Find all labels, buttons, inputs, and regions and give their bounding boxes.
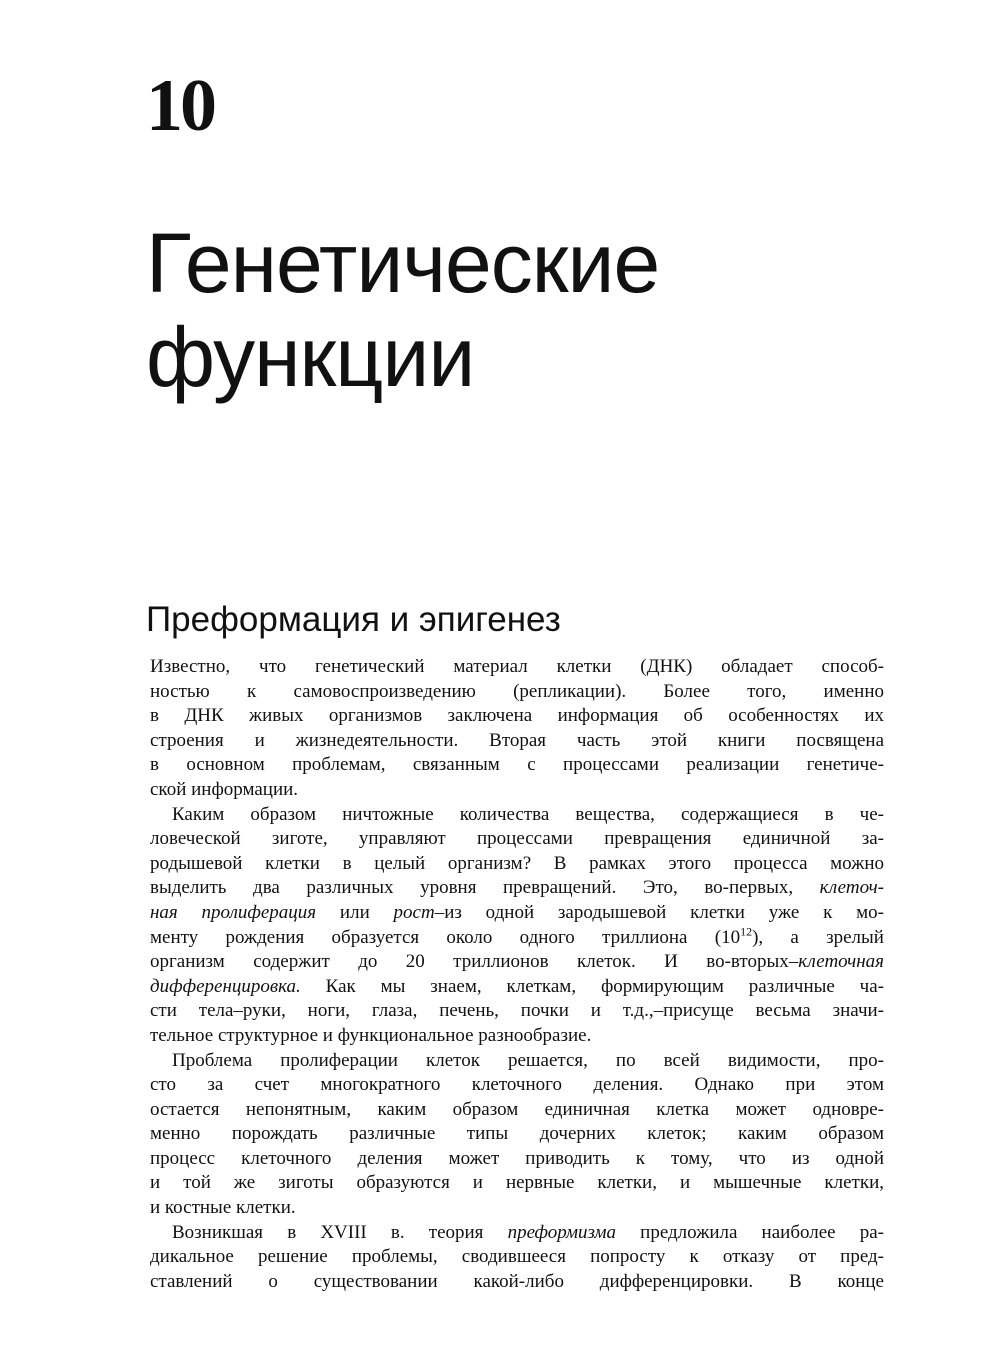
text-line: сто за счет многократного клеточного деления. Однако при этом — [150, 1074, 884, 1096]
text-line: Каким образом ничтожные количества вещества, содержащиеся в че- — [172, 803, 884, 825]
text-line: ностью к самовоспроизведению (репликации). Более того, именно — [150, 680, 884, 702]
paragraph-3 — [150, 1049, 884, 1221]
paragraph-2 — [150, 803, 884, 1049]
text-line — [150, 1221, 884, 1246]
italic-term: ная пролиферация — [150, 901, 317, 923]
section-title: Преформация и эпигенез — [146, 600, 561, 639]
text-line: Проблема пролиферации клеток решается, по всей видимости, про- — [172, 1049, 884, 1071]
text-run: выделить два различных уровня превращений. Это, во-первых, — [150, 877, 820, 899]
text-line: тельное структурное и функциональное разнообразие. — [150, 1024, 592, 1046]
text-line: в ДНК живых организмов заключена информация об особенностях их — [150, 705, 884, 727]
italic-term: клеточ- — [819, 877, 884, 899]
text-line: родышевой клетки в целый организм? В рамках этого процесса можно — [150, 852, 884, 874]
text-run: менту рождения образуется около одного триллиона (10 — [150, 926, 741, 948]
italic-term: преформизма — [507, 1221, 617, 1243]
italic-term: рост — [393, 901, 435, 923]
italic-term: клеточная — [798, 951, 884, 973]
chapter-title-line-2: функции — [146, 310, 475, 404]
text-line: в основном проблемам, связанным с процессами реализации генетиче- — [150, 754, 884, 776]
text-line: остается непонятным, каким образом единичная клетка может одновре- — [150, 1098, 884, 1120]
text-line: и костные клетки. — [150, 1197, 296, 1219]
text-run: Как мы знаем, клеткам, формирующим различные ча- — [300, 975, 884, 997]
paragraph-4 — [150, 1221, 884, 1295]
chapter-title — [146, 216, 659, 404]
text-line — [150, 901, 884, 926]
text-run: –из одной зародышевой клетки уже к мо- — [434, 901, 884, 923]
text-line: ской информации. — [150, 778, 299, 800]
italic-term: дифференцировка. — [150, 975, 301, 997]
text-line — [150, 926, 884, 951]
text-line: дикальное решение проблемы, сводившееся попросту к отказу от пред- — [150, 1246, 884, 1268]
text-line: сти тела–руки, ноги, глаза, печень, почки и т.д.,–присуще весьма значи- — [150, 1000, 884, 1022]
text-line: ловеческой зиготе, управляют процессами превращения единичной за- — [150, 828, 884, 850]
chapter-number: 10 — [146, 65, 214, 147]
text-line: Известно, что генетический материал клетки (ДНК) обладает способ- — [150, 656, 884, 677]
text-run: предложила наиболее ра- — [616, 1221, 884, 1243]
text-run: ), а зрелый — [752, 926, 884, 948]
text-line: процесс клеточного деления может приводить к тому, что из одной — [150, 1147, 884, 1169]
text-line: менно порождать различные типы дочерних клеток; каким образом — [150, 1123, 884, 1145]
text-line — [150, 876, 884, 901]
paragraph-1 — [150, 655, 884, 803]
text-line: ставлений о существовании какой-либо дифференцировки. В конце — [150, 1270, 884, 1292]
text-run: организм содержит до 20 триллионов клеток. И во-вторых– — [150, 951, 799, 973]
text-line: строения и жизнедеятельности. Вторая часть этой книги посвящена — [150, 729, 884, 751]
chapter-title-line-1: Генетические — [146, 216, 660, 310]
text-line — [150, 975, 884, 1000]
text-line: и той же зиготы образуются и нервные клетки, и мышечные клетки, — [150, 1172, 884, 1194]
text-line — [150, 950, 884, 975]
exponent: 12 — [740, 924, 753, 939]
text-run: Возникшая в XVIII в. теория — [172, 1221, 508, 1243]
text-run: или — [316, 901, 394, 923]
body-text — [150, 655, 884, 1294]
